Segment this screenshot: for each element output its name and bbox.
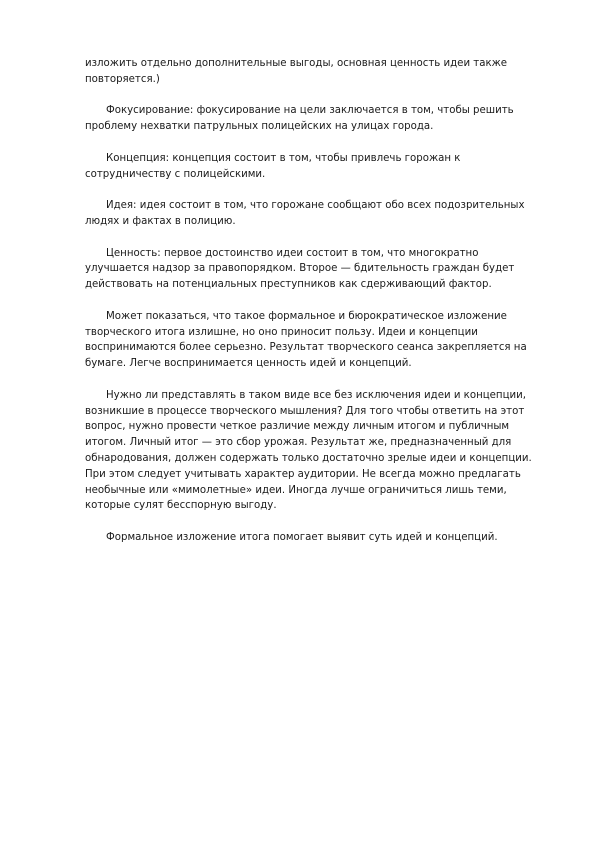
paragraph-idea: Идея: идея состоит в том, что горожане сообщают обо всех подозрительных людях и фактах в полицию. xyxy=(85,200,525,227)
document-body xyxy=(85,56,545,562)
paragraph-concept: Концепция: концепция состоит в том, чтобы привлечь горожан к сотрудничеству с полицейскими. xyxy=(85,152,461,180)
paragraph-personal-public: Нужно ли представлять в таком виде все без исключения идеи и концепции, возникшие в процессе творческого мышления? Для того чтобы ответить на этот вопрос, нужно провести четкое различие между личным итогом и публичным итогом. Личный итог — это сбор урожая. Результат же, предназначенный для обнародования, должен содержать только достаточно зрелые идеи и концепции. При этом следует учитывать характер аудитории. Не всегда можно предлагать необычные или «мимолетные» идеи. Иногда лучше ограничиться лишь теми, которые сулят бесспорную выгоду. xyxy=(85,389,532,512)
paragraph-continuation: изложить отдельно дополнительные выгоды, основная ценность идеи также повторяется.) xyxy=(85,58,508,85)
paragraph-conclusion: Формальное изложение итога помогает выявит суть идей и концепций. xyxy=(106,531,498,543)
paragraph-formal-benefit: Может показаться, что такое формальное и бюрократическое изложение творческого итога излишне, но оно приносит пользу. Идеи и концепции воспринимаются более серьезно. Результат творческого сеанса закрепляется на бумаге. Легче воспринимается ценность идей и концепций. xyxy=(85,310,527,370)
paragraph-value: Ценность: первое достоинство идеи состоит в том, что многократно улучшается надзор за правопорядком. Второе — бдительность граждан будет действовать на потенциальных преступников как сдерживающий фактор. xyxy=(85,247,515,291)
paragraph-focusing: Фокусирование: фокусирование на цели заключается в том, чтобы решить проблему нехватки патрульных полицейских на улицах города. xyxy=(85,105,514,133)
